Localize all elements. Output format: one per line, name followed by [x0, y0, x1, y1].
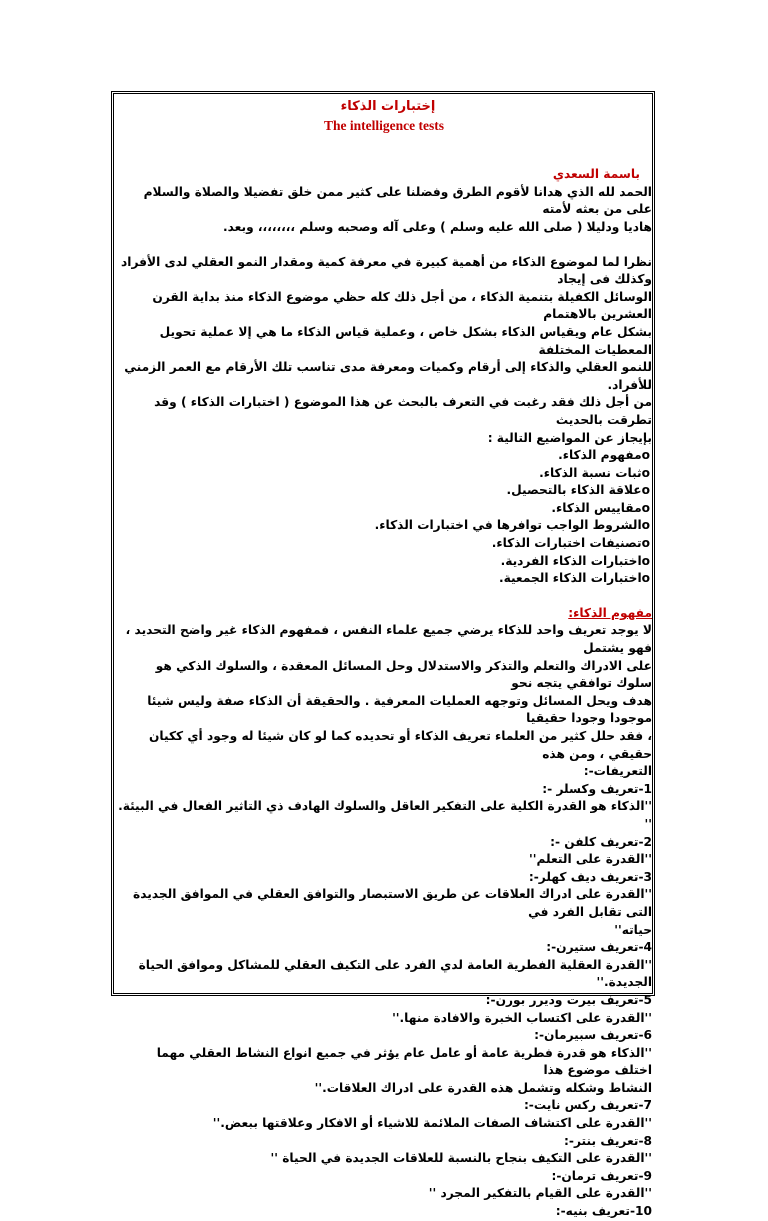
list-item: oثبات نسبة الذكاء. [539, 465, 650, 480]
definition-line: ''القدرة على التعلم'' [529, 852, 652, 867]
definition-line: ''القدرة على اكتشاف الصفات الملائمة للاشياء أو الافكار وعلاقتها ببعض.'' [212, 1116, 652, 1131]
definition-line: 7-تعريف ركس نايت-: [523, 1098, 652, 1113]
intro-line: هاديا ودليلا ( صلى الله عليه وسلم ) وعلى آله وصحبه وسلم ،،،،،،،، وبعد. [222, 219, 652, 234]
section-line: لا يوجد تعريف واحد للذكاء يرضي جميع علماء النفس ، فمفهوم الذكاء غير واضح التحديد ، فهو يشتمل [125, 623, 652, 656]
definition-line: ''القدرة على التكيف بنجاح بالنسبة للعلاقات الجديدة في الحياة '' [270, 1151, 652, 1166]
preface-line: للنمو العقلي والذكاء إلى أرقام وكميات ومعرفة مدى تناسب تلك الأرقام مع العمر الزمني للأفراد. [124, 360, 652, 392]
definition-line: 10-تعريف بنيه-: [555, 1204, 652, 1219]
list-item: oمفهوم الذكاء. [558, 448, 650, 463]
definitions-list [116, 781, 652, 1221]
preface-line: بإيجاز عن المواضيع التالية : [487, 430, 652, 445]
definition-line: 8-تعريف بنتر-: [564, 1133, 652, 1148]
definition-line: ''الذكاء هو القدرة الكلية على التفكير العاقل والسلوك الهادف ذي التاثير الفعال في البيئة. '' [118, 799, 652, 831]
definition-line: ''الذكاء هو قدرة فطرية عامة أو عامل عام يؤثر في جميع انواع النشاط العقلي مهما اختلف موضوع هذا [156, 1045, 652, 1078]
definition-line: ''القدرة على ادراك العلاقات عن طريق الاستبصار والتوافق العقلي في الموافق الجديدة التى تقابل الفرد في [133, 887, 652, 919]
section-line: ، فقد حلل كثير من العلماء تعريف الذكاء أو تحديده كما لو كان شيئا له وجود أي ككيان حقيقي ، ومن هذه [148, 729, 652, 761]
section-line: التعريفات-: [583, 764, 652, 779]
section-line: على الادراك والتعلم والتذكر والاستدلال وحل المسائل المعقدة ، والسلوك الذكي هو سلوك توافقي يتجه نحو [155, 658, 652, 691]
section-heading: مفهوم الذكاء: [568, 605, 652, 620]
list-item: oعلاقة الذكاء بالتحصيل. [506, 483, 650, 498]
definition-line: 1-تعريف وكسلر -: [542, 781, 652, 796]
list-item: oمقاييس الذكاء. [551, 500, 650, 515]
definition-line: 3-تعريف ديف كهلر-: [528, 869, 652, 884]
title-arabic: إختبارات الذكاء [340, 99, 436, 114]
definition-line: 2-تعريف كلفن -: [550, 834, 652, 849]
definition-line: ''القدرة على اكتساب الخبرة والافادة منها.'' [392, 1010, 652, 1025]
preface-line: من أجل ذلك فقد رغبت في التعرف بالبحث عن هذا الموضوع ( اختبارات الذكاء ) وقد تطرقت بالحديث [154, 395, 652, 427]
definition-line: ''القدرة العقلية الفطرية العامة لدي الفرد على التكيف العقلي للمشاكل وموافق الحياة الجديدة.'' [138, 957, 652, 990]
list-item: oالشروط الواجب توافرها في اختبارات الذكاء. [374, 518, 650, 533]
definition-line: النشاط وشكله وتشمل هذه القدرة على ادراك العلاقات.'' [314, 1080, 652, 1095]
preface-line: بشكل عام ويقياس الذكاء بشكل خاص ، وعملية قياس الذكاء ما هي إلا عملية تحويل المعطيات المختلفة [159, 324, 652, 357]
author-name: باسمة السعدي [552, 167, 640, 182]
definition-line: 5-تعريف بيرت وديرر بورن-: [485, 992, 652, 1007]
list-item: oتصنيفات اختبارات الذكاء. [491, 536, 650, 551]
topics-list [116, 447, 652, 588]
title-english: The intelligence tests [324, 117, 444, 133]
list-item: oاختبارات الذكاء الفردية. [500, 553, 650, 568]
definition-line: حياته'' [614, 922, 652, 937]
definition-line: ''القدرة على القيام بالتفكير المجرد '' [428, 1186, 652, 1201]
document-body [116, 98, 652, 1221]
preface-line: الوسائل الكفيلة بتنمية الذكاء ، من أجل ذلك كله حظي موضوع الذكاء منذ بداية القرن العشرين بالاهتمام [152, 289, 652, 322]
section-line: هدف ويحل المسائل وتوجهه العمليات المعرفية . والحقيقة أن الذكاء صفة وليس شيئا موجودا وجودا حقيقيا [147, 693, 652, 726]
definition-line: 6-تعريف سبيرمان-: [534, 1028, 652, 1043]
preface-line: نظرا لما لموضوع الذكاء من أهمية كبيرة في معرفة كمية ومقدار النمو العقلي لدى الأفراد وكذلك فى إيجاد [121, 254, 652, 287]
intro-line: الحمد لله الذي هدانا لأقوم الطرق وفضلنا على كثير ممن خلق تفضيلا والصلاة والسلام على من بعثه لأمته [143, 184, 652, 217]
list-item: oاختبارات الذكاء الجمعية. [498, 571, 650, 586]
definition-line: 9-تعريف ترمان-: [551, 1168, 652, 1183]
definition-line: 4-تعريف ستيرن-: [546, 940, 652, 955]
